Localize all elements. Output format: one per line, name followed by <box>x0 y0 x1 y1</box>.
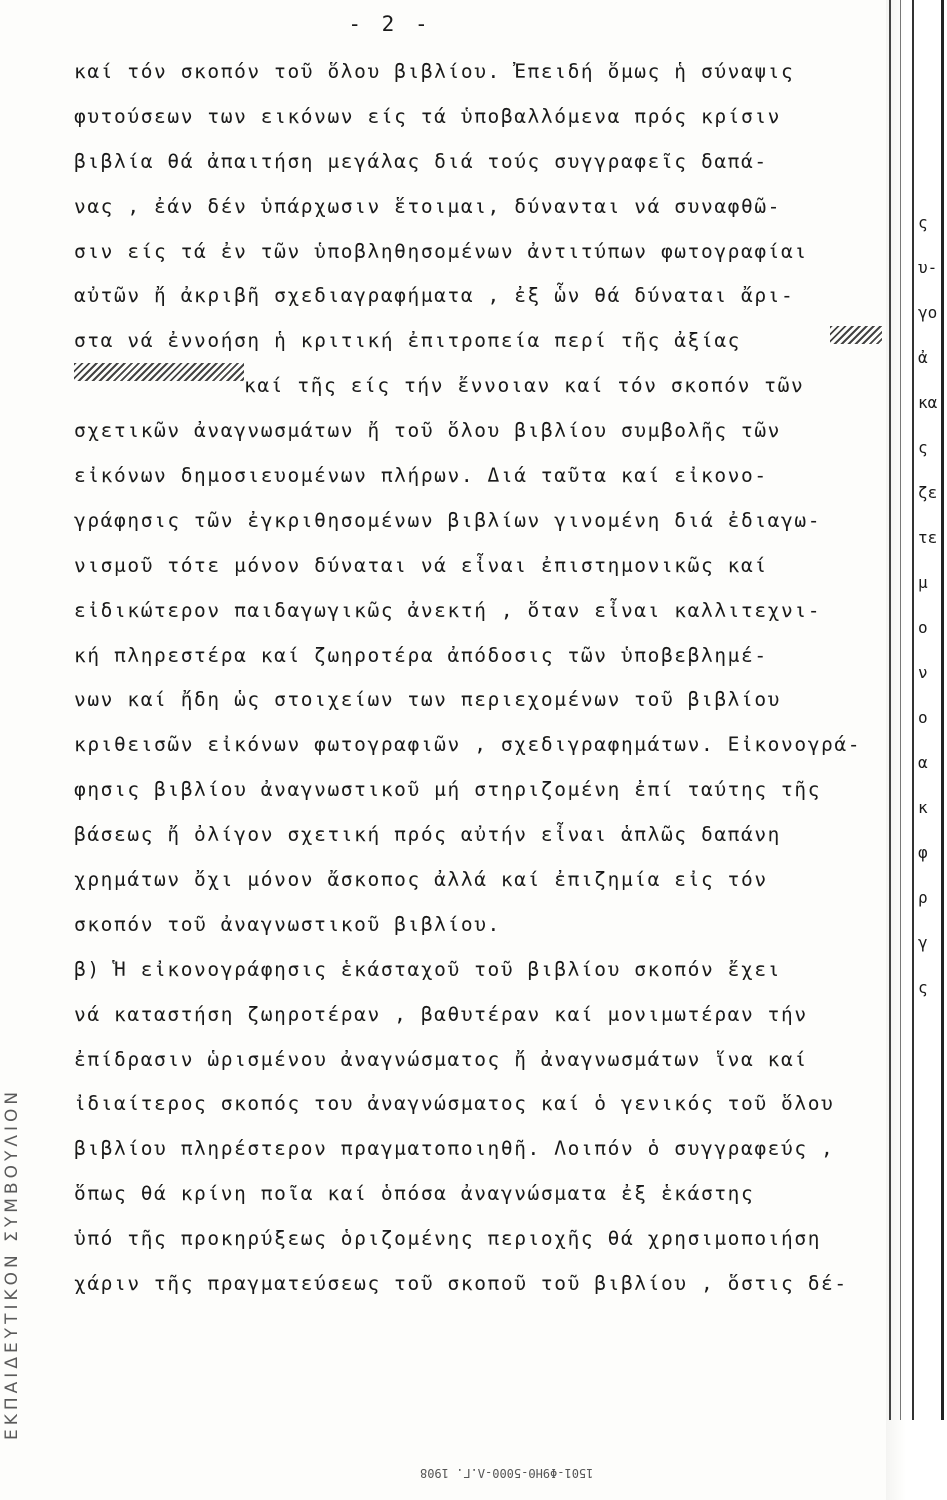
text-line: στα νά ἐννοήση ἡ κριτική ἐπιτροπεία περί τῆς ἀξίας <box>74 329 741 353</box>
text-line: σχετικῶν ἀναγνωσμάτων ἤ τοῦ ὅλου βιβλίου συμβολῆς τῶν <box>74 419 782 443</box>
crossed-out-text <box>74 363 244 381</box>
margin-fragment: ν <box>918 663 928 682</box>
margin-fragment: γ <box>918 933 928 952</box>
margin-fragment: κ <box>918 798 928 817</box>
margin-fragment: ἀ <box>918 348 928 367</box>
page-edge-line <box>900 0 901 1420</box>
left-margin-stamp: ΕΚΠΑΙΔΕΥΤΙΚΟΝ ΣΥΜΒΟΥΛΙΟΝ <box>2 1087 22 1440</box>
text-line: καί τῆς είς τήν ἔννοιαν καί τόν σκοπόν τῶν <box>244 374 805 398</box>
text-line: φησις βιβλίου ἀναγνωστικοῦ μή στηριζομένη ἐπί ταύτης τῆς <box>74 778 822 802</box>
text-line: νας , ἐάν δέν ὑπάρχωσιν ἕτοιμαι, δύνανται νά συναφθῶ- <box>74 194 782 218</box>
margin-fragment: φ <box>918 843 928 862</box>
text-line: σιν είς τά ἐν τῶν ὑποβληθησομένων ἀντιτύπων φωτογραφίαι <box>74 239 808 263</box>
page-number: - 2 - <box>348 12 432 36</box>
typed-text-body <box>74 50 889 1307</box>
margin-fragment: ς <box>918 978 928 997</box>
text-line: σκοπόν τοῦ ἀναγνωστικοῦ βιβλίου. <box>74 912 501 936</box>
margin-fragment: ρ <box>918 888 928 907</box>
text-line: κριθεισῶν εἰκόνων φωτογραφιῶν , σχεδιγραφημάτων. Εἰκονογρά- <box>74 733 862 757</box>
text-line: χάριν τῆς πραγματεύσεως τοῦ σκοποῦ τοῦ βιβλίου , ὅστις δέ- <box>74 1272 848 1296</box>
margin-fragment: μ <box>918 573 928 592</box>
text-line: καί τόν σκοπόν τοῦ ὅλου βιβλίου. Ἐπειδή ὅμως ἡ σύναψις <box>74 60 795 83</box>
page-edge-line <box>912 0 914 1420</box>
crossed-out-text <box>830 326 882 344</box>
text-line: ὑπό τῆς προκηρύξεως ὁριζομένης περιοχῆς θά χρησιμοποιήση <box>74 1227 822 1251</box>
margin-fragment: τε <box>918 528 938 547</box>
text-line: ὅπως θά κρίνη ποῖα καί ὁπόσα ἀναγνώσματα ἐξ ἑκάστης <box>74 1182 755 1206</box>
text-line: εἰκόνων δημοσιευομένων πλήρων. Διά ταῦτα καί εἰκονο- <box>74 464 768 488</box>
text-line: γράφησις τῶν ἐγκριθησομένων βιβλίων γινομένη διά ἐδιαγω- <box>74 508 822 532</box>
margin-fragment: υ- <box>918 258 938 277</box>
footer-print-code: 1501-Φ9ΗΘ-5000-Λ.Γ. 1908 <box>420 1466 594 1480</box>
text-line: βιβλία θά ἀπαιτήση μεγάλας διά τούς συγγραφεῖς δαπά- <box>74 149 768 173</box>
margin-fragment: ς <box>918 438 928 457</box>
text-line: βάσεως ἤ ὀλίγον σχετική πρός αὐτήν εἶναι ἁπλῶς δαπάνη <box>74 823 782 847</box>
text-line: βιβλίου πληρέστερον πραγματοποιηθῆ. Λοιπόν ὁ συγγραφεύς , <box>74 1137 835 1161</box>
text-line: φυτούσεων των εικόνων είς τά ὑποβαλλόμενα πρός κρίσιν <box>74 104 782 128</box>
text-line: ἐπίδρασιν ὡρισμένου ἀναγνώσματος ἤ ἀναγνωσμάτων ἵνα καί <box>74 1047 808 1071</box>
margin-fragment: γο <box>918 303 938 322</box>
text-line: χρημάτων ὄχι μόνον ἄσκοπος ἀλλά καί ἐπιζημία εἰς τόν <box>74 868 768 892</box>
margin-fragment: ο <box>918 618 928 637</box>
margin-fragment: κα <box>918 393 938 412</box>
adjacent-page-text <box>918 200 942 1010</box>
margin-fragment: ς <box>918 213 928 232</box>
text-line: κή πληρεστέρα καί ζωηροτέρα ἀπόδοσις τῶν ὑποβεβλημέ- <box>74 643 768 667</box>
text-line: εἰδικώτερον παιδαγωγικῶς ἀνεκτή , ὅταν εἶναι καλλιτεχνι- <box>74 598 822 622</box>
text-line: νων καί ἤδη ὡς στοιχείων των περιεχομένων τοῦ βιβλίου <box>74 688 782 712</box>
text-line: β) Ἡ εἰκονογράφησις ἑκάσταχοῦ τοῦ βιβλίου σκοπόν ἔχει <box>74 957 782 981</box>
margin-fragment: α <box>918 753 928 772</box>
page-edge-line <box>889 0 891 1420</box>
text-line: νισμοῦ τότε μόνον δύναται νά εἶναι ἐπιστημονικῶς καί <box>74 553 768 577</box>
text-line: νά καταστήση ζωηροτέραν , βαθυτέραν καί μονιμωτέραν τήν <box>74 1002 808 1026</box>
margin-fragment: ζε <box>918 483 938 502</box>
text-line: ἰδιαίτερος σκοπός του ἀναγνώσματος καί ὁ γενικός τοῦ ὅλου <box>74 1092 835 1116</box>
text-line: αὐτῶν ἤ ἀκριβῆ σχεδιαγραφήματα , ἐξ ὧν θά δύναται ἄρι- <box>74 284 795 308</box>
margin-fragment: ο <box>918 708 928 727</box>
